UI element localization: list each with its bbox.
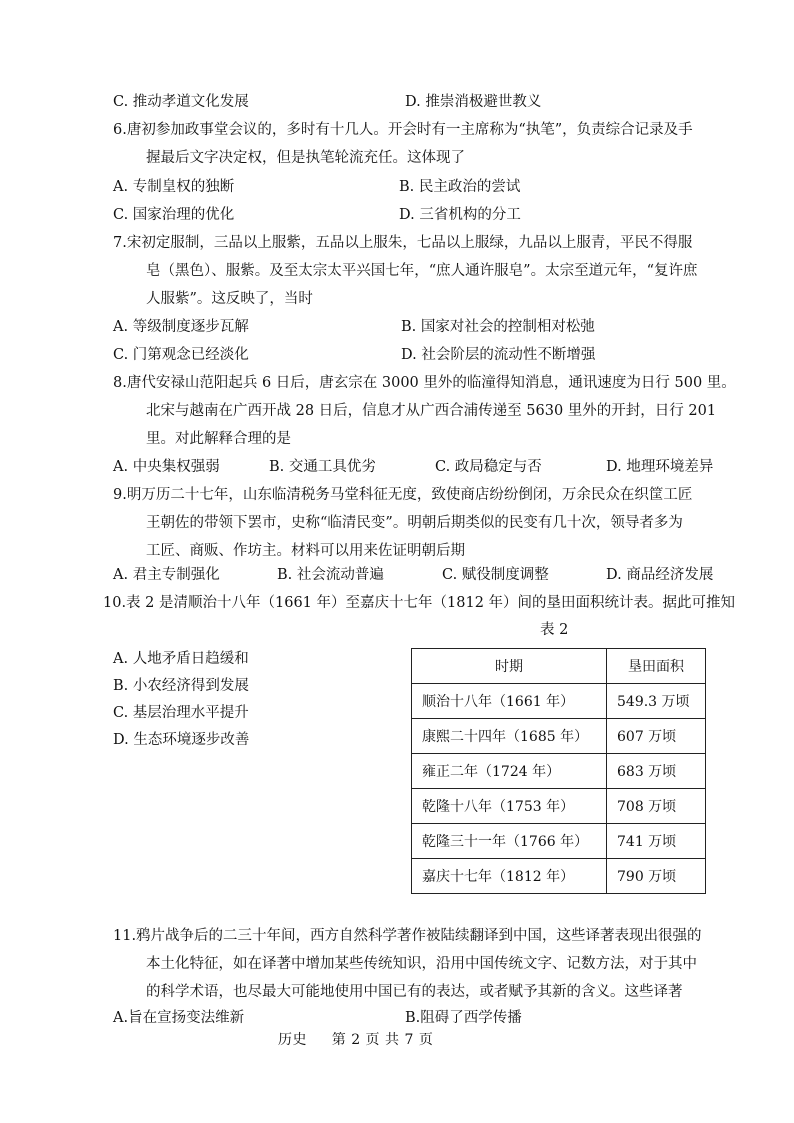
table-cell-period: 雍正二年（1724 年） <box>412 754 607 789</box>
table-cell-area: 549.3 万顷 <box>607 684 706 719</box>
table-cell-period: 康熙二十四年（1685 年） <box>412 719 607 754</box>
table-caption: 表 2 <box>540 622 569 638</box>
q8-option-b: B. 交通工具优劣 <box>269 459 376 475</box>
q11-option-b: B.阻碍了西学传播 <box>405 1010 522 1026</box>
table-cell-area: 683 万顷 <box>607 754 706 789</box>
q11-option-a: A.旨在宣扬变法维新 <box>113 1010 245 1026</box>
table-cell-period: 顺治十八年（1661 年） <box>412 684 607 719</box>
q6-stem-line2: 握最后文字决定权，但是执笔轮流充任。这体现了 <box>146 150 465 166</box>
q8-option-d: D. 地理环境差异 <box>606 459 714 475</box>
page-footer: 历史 第 2 页 共 7 页 <box>278 1032 434 1048</box>
table-row <box>412 719 706 754</box>
q11-stem-line1: 11.鸦片战争后的二三十年间，西方自然科学著作被陆续翻译到中国，这些译著表现出很强的 <box>113 928 702 944</box>
q5-option-c: C. 推动孝道文化发展 <box>113 94 249 110</box>
table-row <box>412 789 706 824</box>
q9-option-a: A. 君主专制强化 <box>113 567 220 583</box>
table-header-period: 时期 <box>412 649 607 684</box>
table-header-area: 垦田面积 <box>607 649 706 684</box>
q9-option-b: B. 社会流动普遍 <box>277 567 384 583</box>
q8-option-a: A. 中央集权强弱 <box>113 459 220 475</box>
q7-option-a: A. 等级制度逐步瓦解 <box>113 319 249 335</box>
q8-stem-line2: 北宋与越南在广西开战 28 日后，信息才从广西合浦传递至 5630 里外的开封，日行 201 <box>146 403 717 419</box>
q9-stem-line2: 王朝佐的带领下罢市，史称“临清民变”。明朝后期类似的民变有几十次，领导者多为 <box>146 515 683 531</box>
q11-stem-line3: 的科学术语，也尽最大可能地使用中国已有的表达，或者赋予其新的含义。这些译著 <box>146 984 683 1000</box>
q10-option-d: D. 生态环境逐步改善 <box>113 732 250 748</box>
q7-option-b: B. 国家对社会的控制相对松弛 <box>401 319 595 335</box>
q10-option-c: C. 基层治理水平提升 <box>113 705 249 721</box>
table-row <box>412 859 706 894</box>
table-cell-area: 790 万顷 <box>607 859 706 894</box>
table-header-row <box>412 649 706 684</box>
table-cell-period: 乾隆三十一年（1766 年） <box>412 824 607 859</box>
q6-stem-line1: 6.唐初参加政事堂会议的，多时有十几人。开会时有一主席称为“执笔”，负责综合记录及手 <box>113 122 693 138</box>
table-cell-area: 708 万顷 <box>607 789 706 824</box>
q11-stem-line2: 本土化特征，如在译著中增加某些传统知识，沿用中国传统文字、记数方法，对于其中 <box>146 956 697 972</box>
table-cell-area: 741 万顷 <box>607 824 706 859</box>
q7-stem-line3: 人服紫”。这反映了，当时 <box>146 291 313 307</box>
q9-option-d: D. 商品经济发展 <box>606 567 714 583</box>
table-cell-area: 607 万顷 <box>607 719 706 754</box>
table-row <box>412 684 706 719</box>
q8-stem-line3: 里。对此解释合理的是 <box>146 431 291 447</box>
q9-stem-line3: 工匠、商贩、作坊主。材料可以用来佐证明朝后期 <box>146 543 465 559</box>
q7-option-d: D. 社会阶层的流动性不断增强 <box>401 347 596 363</box>
q8-stem-line1: 8.唐代安禄山范阳起兵 6 日后，唐玄宗在 3000 里外的临潼得知消息，通讯速度为日行 500 里。 <box>113 375 736 391</box>
q10-option-a: A. 人地矛盾日趋缓和 <box>113 651 249 667</box>
q6-option-b: B. 民主政治的尝试 <box>399 179 521 195</box>
q6-option-c: C. 国家治理的优化 <box>113 207 235 223</box>
q9-option-c: C. 赋役制度调整 <box>442 567 549 583</box>
q9-stem-line1: 9.明万历二十七年，山东临清税务马堂科征无度，致使商店纷纷倒闭，万余民众在织筐工匠 <box>113 487 693 503</box>
table-row <box>412 754 706 789</box>
q7-option-c: C. 门第观念已经淡化 <box>113 347 249 363</box>
farmland-table <box>411 648 706 894</box>
q8-option-c: C. 政局稳定与否 <box>435 459 542 475</box>
q6-option-d: D. 三省机构的分工 <box>399 207 521 223</box>
q10-option-b: B. 小农经济得到发展 <box>113 678 249 694</box>
table-cell-period: 乾隆十八年（1753 年） <box>412 789 607 824</box>
q7-stem-line2: 皂（黑色）、服紫。及至太宗太平兴国七年，“庶人通许服皂”。太宗至道元年，“复许庶 <box>146 263 698 279</box>
q6-option-a: A. 专制皇权的独断 <box>113 179 235 195</box>
table-cell-period: 嘉庆十七年（1812 年） <box>412 859 607 894</box>
q7-stem-line1: 7.宋初定服制，三品以上服紫，五品以上服朱，七品以上服绿，九品以上服青，平民不得服 <box>113 235 693 251</box>
q5-option-d: D. 推崇消极避世教义 <box>405 94 542 110</box>
table-row <box>412 824 706 859</box>
q10-stem-line1: 10.表 2 是清顺治十八年（1661 年）至嘉庆十七年（1812 年）间的垦田面积统计表。据此可推知 <box>103 595 736 611</box>
